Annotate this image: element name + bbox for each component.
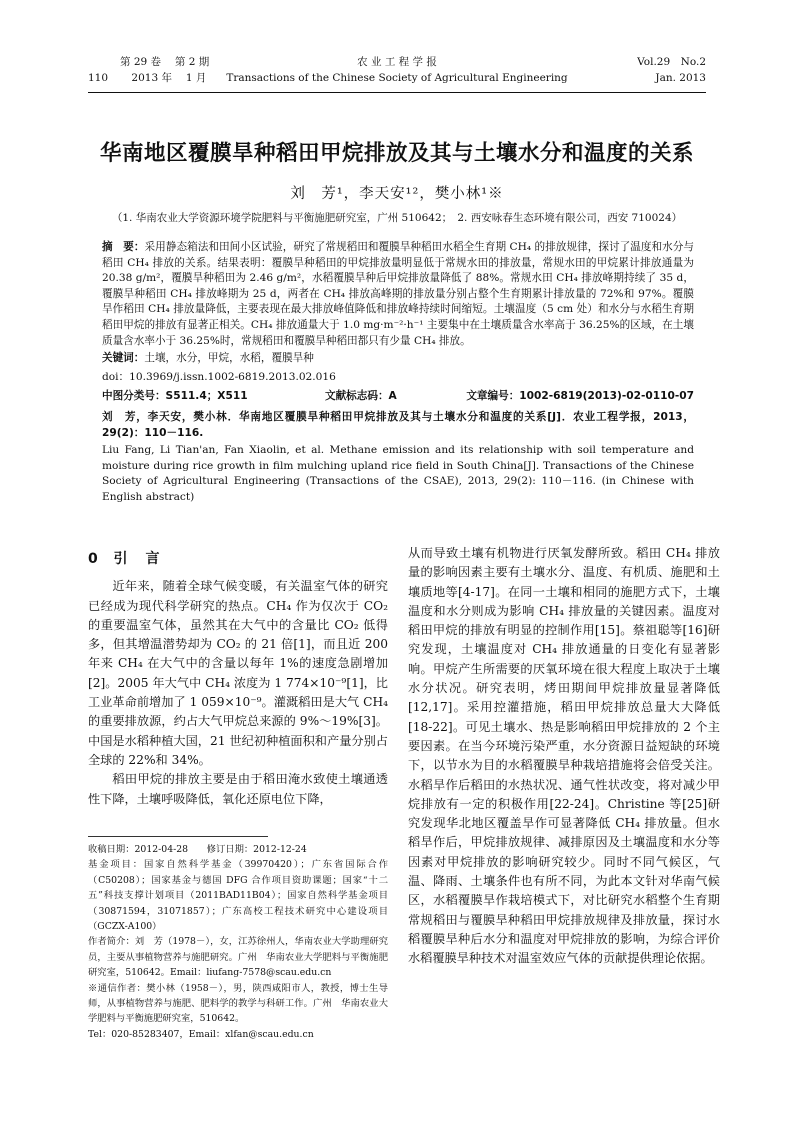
- paper-title: 华南地区覆膜旱种稻田甲烷排放及其与土壤水分和温度的关系: [99, 141, 694, 166]
- footnote-rule: [88, 836, 268, 837]
- journal-name-en: Transactions of the Chinese Society of Agricultural Engineering: [226, 72, 568, 84]
- classification-row: [102, 389, 694, 405]
- header-volume-en: Vol.29 No.2: [637, 56, 706, 68]
- clc-number: 中图分类号：S511.4；X511: [102, 390, 248, 403]
- affiliations: （1. 华南农业大学资源环境学院肥料与平衡施肥研究室，广州 510642； 2. 西安咏春生态环境有限公司，西安 710024）: [111, 212, 683, 224]
- contact-info: Tel：020-85283407，Email：xlfan@scau.edu.cn: [88, 1028, 314, 1040]
- header-right: [556, 54, 706, 86]
- corresponding-author-bio: ※通信作者：樊小林（1958－），男，陕西咸阳市人，教授，博士生导师，从事植物营养与施肥、肥料学的教学与科研工作。广州 华南农业大学肥料与平衡施肥研究室，510642。: [88, 982, 388, 1025]
- abstract-text: 采用静态箱法和田间小区试验，研究了常规稻田和覆膜旱种稻田水稻全生育期 CH₄ 的排放规律，探讨了温度和水分与稻田 CH₄ 排放的关系。结果表明：覆膜旱种稻田的甲烷排放量明显低于常规水田的排放量，常规水田的甲烷累计排放通量为 20.38 g/m²，覆膜旱种稻田为 2.46 g/m²，水稻覆膜旱种后甲烷排放量降低了 88%。常规水田 CH₄ 排放峰期持续了 35 d，覆膜旱种稻田 CH₄ 排放峰期为 25 d，两者在 CH₄ 排放高峰期的排放量分别占整个生育期累计排放量的 72%和 97%。覆膜旱作稻田 CH₄ 排放量降低，主要表现在最大排放峰值降低和排放峰持续时间缩短。土壤温度（5 cm 处）和水分与水稻生育期稻田甲烷的排放有显著正相关。CH₄ 排放通量大于 1.0 mg·m⁻²·h⁻¹ 主要集中在土壤质量含水率高于 36.25%的区域，在土壤质量含水率小于 36.25%时，常规稻田和覆膜旱种稻田都只有少量 CH₄ 排放。: [102, 241, 695, 347]
- keywords: [102, 351, 694, 367]
- keywords-text: 土壤，水分，甲烷，水稻，覆膜旱种: [144, 352, 314, 365]
- document-code: 文献标志码：A: [324, 390, 397, 403]
- abstract-label: 摘 要：: [102, 241, 145, 253]
- citation-zh: 刘 芳，李天安，樊小林．华南地区覆膜旱种稻田甲烷排放及其与土壤水分和温度的关系[J]．农业工程学报，2013，29(2)：110－116.: [102, 410, 694, 439]
- section-heading: [88, 550, 388, 569]
- first-author-bio: 作者简介：刘 芳（1978－），女，江苏徐州人，华南农业大学助理研究员，主要从事植物营养与施肥研究。广州 华南农业大学肥料与平衡施肥研究室，510642。Email：liufang-7578@scau.edu.cn: [88, 936, 388, 979]
- funding-note: 基金项目：国家自然科学基金（39970420）；广东省国际合作（C50208）；国家基金与德国 DFG 合作项目资助课题；国家“十二五”科技支撑计划项目（2011BAD11B04）；国家自然科学基金项目（30871594，31071857）；广东高校工程技术研究中心建设项目（GCZX-A100）: [88, 859, 388, 933]
- footnotes: [88, 842, 388, 1042]
- doi: doi：10.3969/j.issn.1002-6819.2013.02.016: [102, 370, 336, 383]
- header-volume-zh: 第 29 卷 第 2 期: [120, 56, 210, 68]
- keywords-label: 关键词：: [102, 352, 145, 365]
- left-column: [88, 550, 388, 809]
- journal-name-zh: 农 业 工 程 学 报: [357, 56, 437, 68]
- citation-en: Liu Fang, Li Tian'an, Fan Xiaolin, et al. Methane emission and its relationship with soil temperature and moisture during rice growth in film mulching upland rice field in South China[J]. Transactions of the Chinese Society of Agricultural Engineering (Transactions of the CSAE), 2013, 29(2): 110－116. (in Chinese with English abstract): [102, 444, 694, 503]
- section-number: 0: [88, 551, 100, 567]
- received-dates: 收稿日期：2012-04-28 修订日期：2012-12-24: [88, 844, 307, 855]
- abstract: [102, 240, 694, 349]
- intro-paragraph-1: 近年来，随着全球气候变暖，有关温室气体的研究已经成为现代科学研究的热点。CH₄ 作为仅次于 CO₂ 的重要温室气体，虽然其在大气中的含量比 CO₂ 低得多，但其增温潜势却为 CO₂ 的 21 倍[1]，而且近 200 年来 CH₄ 在大气中的含量以每年 1%的速度急剧增加[2]。2005 年大气中 CH₄ 浓度为 1 774×10⁻⁹[1]，比工业革命前增加了 1 059×10⁻⁹。灌溉稻田是大气 CH₄ 的重要排放源，约占大气甲烷总来源的 9%～19%[3]。中国是水稻种植大国，21 世纪初种植面积和产量分别占全球的 22%和 34%。: [88, 579, 388, 767]
- abstract-block: [102, 240, 694, 506]
- author-list: 刘 芳¹，李天安¹²，樊小林¹※: [290, 186, 504, 202]
- header-date-en: Jan. 2013: [655, 72, 706, 84]
- right-column: [408, 544, 720, 969]
- intro-paragraph-2: 从而导致土壤有机物进行厌氧发酵所致。稻田 CH₄ 排放量的影响因素主要有土壤水分、温度、有机质、施肥和土壤质地等[4-17]。在同一土壤和相同的施肥方式下，土壤温度和水分则成为影响 CH₄ 排放量的关键因素。温度对稻田甲烷的排放有明显的控制作用[15]。蔡祖聪等[16]研究发现，土壤温度对 CH₄ 排放通量的日变化有显著影响。甲烷产生所需要的厌氧环境在很大程度上取决于土壤水分状况。研究表明，烤田期间甲烷排放量显著降低[12,17]。采用控灌措施，稻田甲烷排放总量大大降低[18-22]。可见土壤水、热是影响稻田甲烷排放的 2 个主要因素。在当今环境污染严重，水分资源日益短缺的环境下，以节水为目的水稻覆膜旱种栽培措施将会倍受关注。水稻旱作后稻田的水热状况、通气性状改变，将对减少甲烷排放有一定的积极作用[22-24]。Christine 等[25]研究发现华北地区覆盖旱作可显著降低 CH₄ 排放量。但水稻旱作后，甲烷排放规律、减排原因及土壤温度和水分等因素对甲烷排放的影响研究较少。同时不同气候区，气温、降雨、土壤条件也有所不同，为此本文针对华南气候区，水稻覆膜旱作栽培模式下，对比研究水稻整个生育期常规稻田与覆膜旱种稻田甲烷排放规律及排放量，探讨水稻覆膜旱种后水分和温度对甲烷排放的影响，为综合评价水稻覆膜旱种技术对温室效应气体的贡献提供理论依据。: [408, 546, 720, 966]
- header-date-zh: 2013 年 1 月: [131, 72, 207, 84]
- article-number: 文章编号：1002-6819(2013)-02-0110-07: [466, 390, 694, 403]
- header-rule: [88, 92, 706, 93]
- intro-paragraph-2-start: 稻田甲烷的排放主要是由于稻田淹水致使土壤通透性下降，土壤呼吸降低，氧化还原电位下降，: [88, 772, 388, 806]
- section-title: 引 言: [113, 551, 162, 567]
- running-header: [88, 54, 706, 94]
- page-number: 110: [88, 72, 109, 84]
